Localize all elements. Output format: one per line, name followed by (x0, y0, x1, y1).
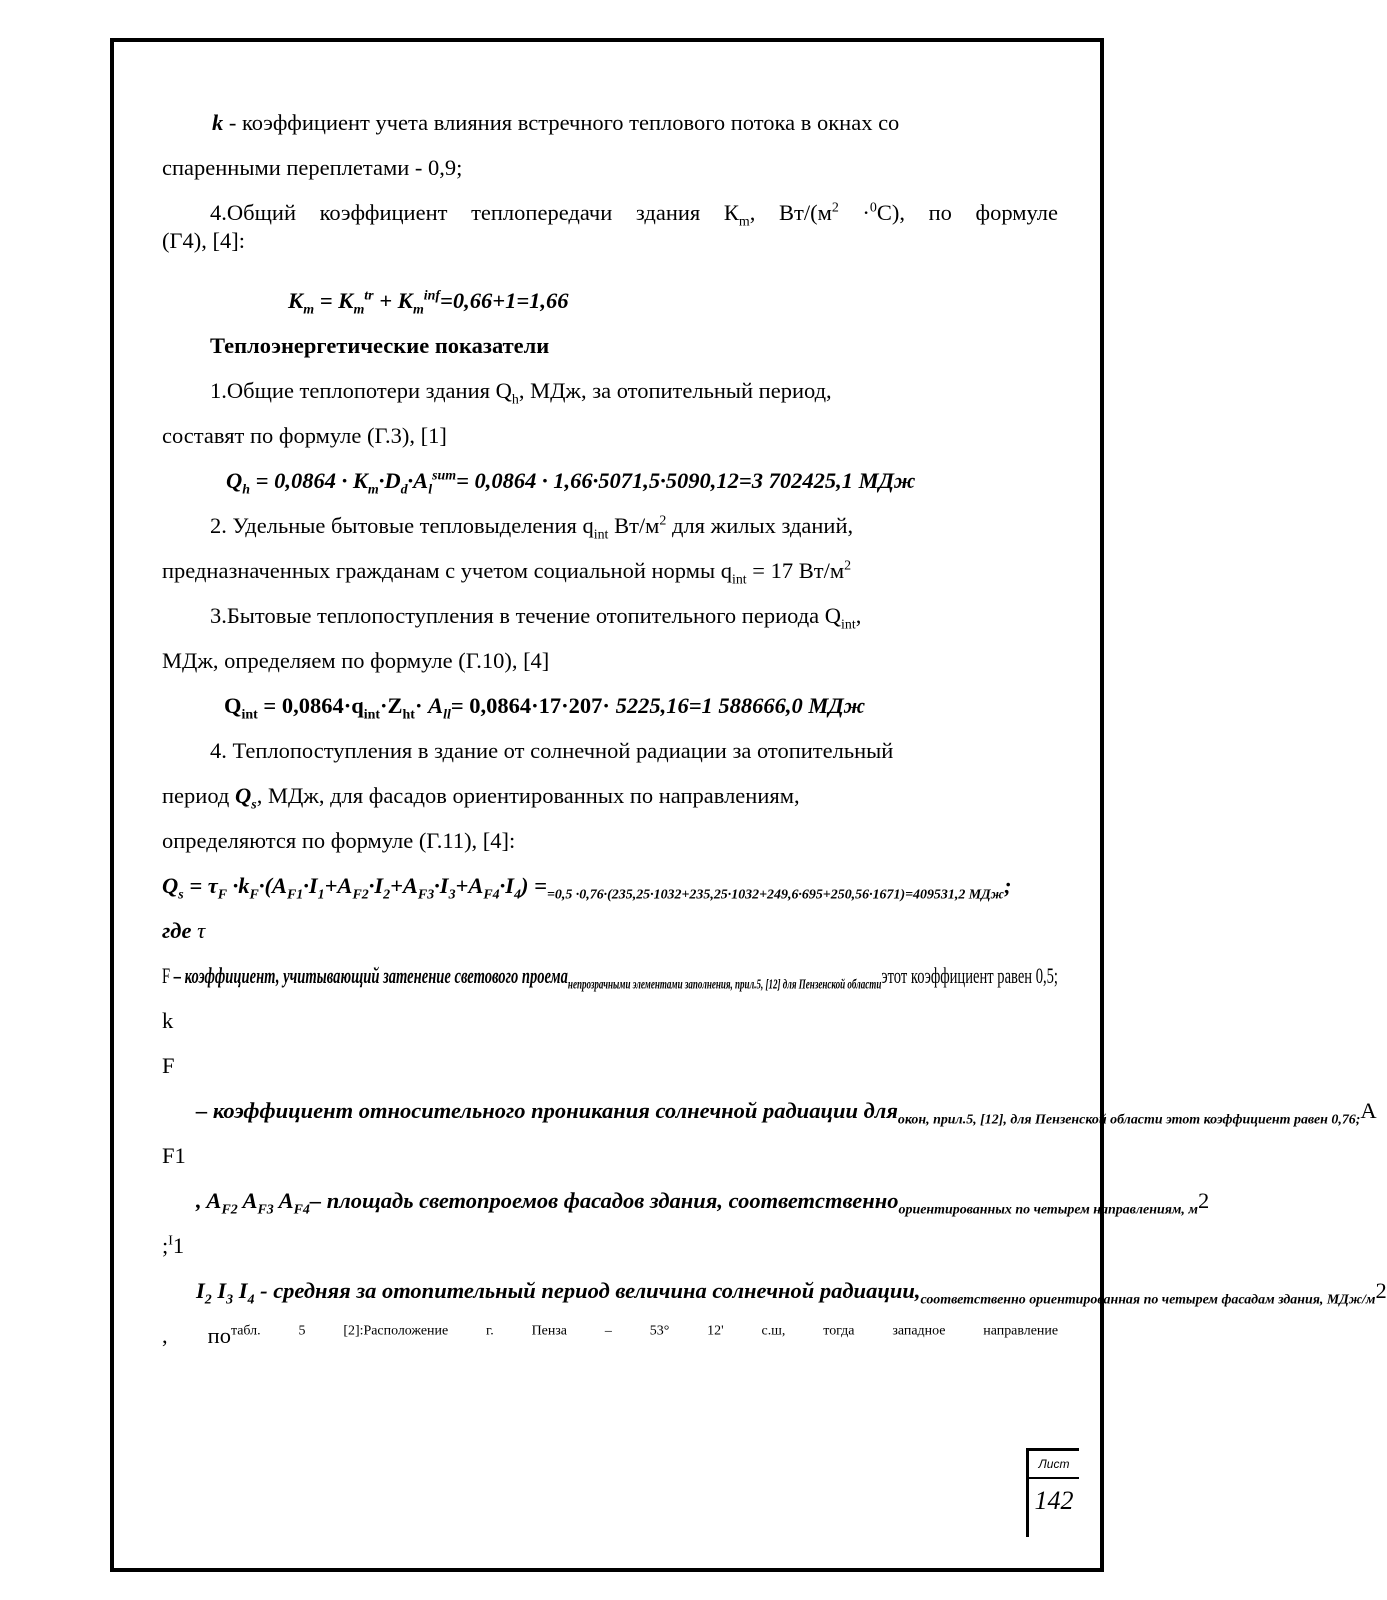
text-span: , по (162, 1323, 231, 1348)
subscript: 4 (247, 1292, 255, 1308)
text-span: +A (390, 873, 418, 898)
subscript: int (593, 527, 609, 543)
subscript: m (353, 302, 365, 318)
text-span: , (855, 603, 862, 628)
text-line (162, 228, 245, 254)
text-span: 2 (1375, 1278, 1387, 1303)
superscript: 2 (831, 200, 839, 216)
text-span: 5225,16=1 588666,0 МДж (615, 693, 866, 718)
text-span: (Г4), [4]: (162, 228, 245, 253)
text-line (162, 648, 549, 674)
text-span: С), по формуле (876, 200, 1058, 225)
text-span: 1.Общие теплопотери здания Q (210, 378, 512, 403)
text-span: 3.Бытовые теплопоступления в течение отопительного периода Q (210, 603, 842, 628)
text-span: где (162, 918, 198, 943)
text-span: F (162, 1053, 175, 1078)
text-span: F1 (162, 1143, 186, 1168)
symbol-kf: – коэффициент относительного проникания солнечной радиации для (196, 1098, 898, 1123)
text-span: – площадь светопроемов фасадов здания, соответственно (309, 1188, 899, 1213)
subscript: int (241, 707, 258, 723)
text-line (162, 1008, 173, 1034)
text-line (162, 423, 447, 449)
text-line (210, 603, 862, 633)
subscript: 4 (514, 887, 521, 903)
formula-qs-values (162, 918, 205, 944)
text-line (196, 1188, 1210, 1218)
symbol-tau: – коэффициент, учитывающий затенение светового проема (170, 963, 568, 988)
text-span: = К (314, 288, 354, 313)
subscript: окон, прил.5, [12], для Пензенской области этот коэффициент равен 0,76; (897, 1112, 1361, 1128)
text-span: = 0,0864·q (257, 693, 364, 718)
text-span: период (162, 783, 235, 808)
text-line (212, 110, 899, 136)
heading-text: Теплоэнергетические показатели (210, 333, 550, 358)
text-span: =0,66+1=1,66 (440, 288, 569, 313)
subscript: 3 (226, 1292, 234, 1308)
subscript: m (367, 482, 379, 498)
subscript: соответственно ориентированная по четырем фасадам здания, МДж/м (920, 1292, 1376, 1308)
text-span: Q (162, 873, 179, 898)
text-span: A (237, 1188, 258, 1213)
text-span: ·I (434, 873, 449, 898)
formula-qint (224, 693, 866, 723)
text-span: A (273, 1188, 294, 1213)
subscript: F3 (257, 1202, 274, 1218)
text-line (162, 558, 852, 588)
text-line (162, 783, 800, 813)
subscript: F2 (221, 1202, 238, 1218)
superscript: 2 (659, 513, 667, 529)
subscript: ориентированных по четырем направлениям, м (898, 1202, 1198, 1218)
subscript: s (178, 887, 184, 903)
subscript: 1 (317, 887, 325, 903)
text-span: I (233, 1278, 248, 1303)
text-line (210, 200, 1058, 230)
text-span: ·A (407, 468, 429, 493)
subscript: h (511, 392, 519, 408)
subscript: s (251, 797, 257, 813)
text-span: k (162, 1008, 174, 1033)
text-span: = τ (183, 873, 218, 898)
text-line (162, 1233, 184, 1259)
text-span: ·Z (380, 693, 403, 718)
text-span: A (428, 693, 444, 718)
text-span: этот коэффициент равен 0,5; (881, 963, 1058, 988)
subscript: F (217, 887, 228, 903)
text-span: ; (1003, 873, 1012, 898)
text-span: · (838, 200, 870, 225)
subscript: =0,5 ·0,76·(235,25·1032+235,25·1032+249,6·695+250,56·1671)=409531,2 МДж (546, 887, 1004, 903)
text-span: Q (226, 468, 243, 493)
text-span: +A (324, 873, 353, 898)
text-line (210, 513, 854, 543)
text-span: Q (235, 783, 252, 808)
text-span: = 0,0864 · K (250, 468, 368, 493)
sheet-stamp (1026, 1448, 1079, 1537)
text-span: 2. Удельные бытовые тепловыделения q (210, 513, 594, 538)
subscript: l (428, 482, 433, 498)
text-span: ·I (499, 873, 515, 898)
text-span: ; (162, 1233, 169, 1258)
text-span: +A (455, 873, 484, 898)
subscript: F1 (286, 887, 304, 903)
text-span: F (162, 963, 171, 988)
text-line (162, 1323, 1058, 1349)
text-span: · (414, 693, 429, 718)
symbol-k: k (212, 110, 224, 135)
text-span: спаренными переплетами - 0,9; (162, 155, 463, 180)
subscript: F4 (293, 1202, 310, 1218)
text-span: определяются по формуле (Г.11), [4]: (162, 828, 516, 853)
subscript: ht (402, 707, 415, 723)
subscript: m (303, 302, 315, 318)
superscript: табл. 5 [2]:Расположение г. Пенза – 53° 12' с.ш, тогда западное направление (230, 1323, 1059, 1339)
formula-qh (226, 468, 916, 498)
text-span: + К (373, 288, 413, 313)
subscript: F (249, 887, 259, 903)
subscript: 2 (204, 1292, 212, 1308)
formula-km (288, 288, 569, 318)
text-span: Вт/м (608, 513, 660, 538)
superscript: sum (432, 468, 457, 484)
text-line (162, 828, 515, 854)
text-line (162, 963, 1058, 993)
subscript: h (242, 482, 251, 498)
text-span: ·k (227, 873, 250, 898)
text-span: A (1360, 1098, 1377, 1123)
text-line (162, 1143, 186, 1169)
sheet-number: 142 (1034, 1486, 1074, 1515)
text-span: МДж, определяем по формуле (Г.10), [4] (162, 648, 550, 673)
text-line (162, 1053, 175, 1079)
text-span: τ (197, 918, 206, 943)
text-span: , МДж, за отопительный период, (518, 378, 832, 403)
subscript: int (363, 707, 381, 723)
text-span: ·(A (258, 873, 287, 898)
text-span: Q (224, 693, 242, 718)
text-span: для жилых зданий, (666, 513, 854, 538)
text-span: - средняя за отопительный период величина солнечной радиации, (254, 1278, 921, 1303)
text-line (162, 155, 462, 181)
subscript: 3 (448, 887, 456, 903)
text-line (210, 738, 893, 764)
text-span: , Вт/(м (749, 200, 832, 225)
text-line (196, 1278, 1387, 1308)
superscript: inf (423, 288, 441, 304)
subscript: 2 (383, 887, 391, 903)
text-line (196, 1098, 1377, 1128)
superscript: tr (364, 288, 374, 304)
subscript: непрозрачными элементами заполнения, прил.5, [12] для Пензенской области (567, 977, 882, 993)
text-span: = 17 Вт/м (746, 558, 845, 583)
text-span: предназначенных гражданам с учетом социальной нормы q (162, 558, 732, 583)
subscript: ll (443, 707, 451, 723)
section-heading (210, 333, 549, 359)
text-span: I (211, 1278, 227, 1303)
text-span: ) = (521, 873, 547, 898)
text-span: составят по формуле (Г.3), [1] (162, 423, 447, 448)
text-span: ·I (303, 873, 318, 898)
formula-qs (162, 873, 1012, 903)
text-span: 2 (1197, 1188, 1210, 1213)
subscript: m (412, 302, 424, 318)
text-span: 4. Теплопоступления в здание от солнечной радиации за отопительный (210, 738, 894, 763)
text-span: - коэффициент учета влияния встречного теплового потока в окнах со (223, 110, 900, 135)
text-span: , МДж, для фасадов ориентированных по направлениям, (256, 783, 800, 808)
subscript: F3 (417, 887, 435, 903)
subscript: m (738, 214, 750, 230)
text-span: К (288, 288, 304, 313)
text-span: , A (196, 1188, 222, 1213)
subscript: F2 (352, 887, 369, 903)
subscript: d (400, 482, 408, 498)
text-span: 1 (172, 1233, 185, 1258)
superscript: 0 (869, 200, 877, 216)
sheet-label: Лист (1029, 1451, 1079, 1479)
superscript: I (168, 1233, 173, 1249)
text-line (210, 378, 832, 408)
text-span: = 0,0864·17·207· (450, 693, 616, 718)
text-span: = 0,0864 · 1,66·5071,5·5090,12=3 702425,1 МДж (456, 468, 916, 493)
text-span: ·D (378, 468, 401, 493)
text-span: ·I (368, 873, 384, 898)
text-span: 4.Общий коэффициент теплопередачи здания К (210, 200, 739, 225)
subscript: int (731, 572, 747, 588)
text-span: I (196, 1278, 205, 1303)
subscript: F4 (483, 887, 500, 903)
superscript: 2 (844, 558, 852, 574)
subscript: int (841, 617, 856, 633)
